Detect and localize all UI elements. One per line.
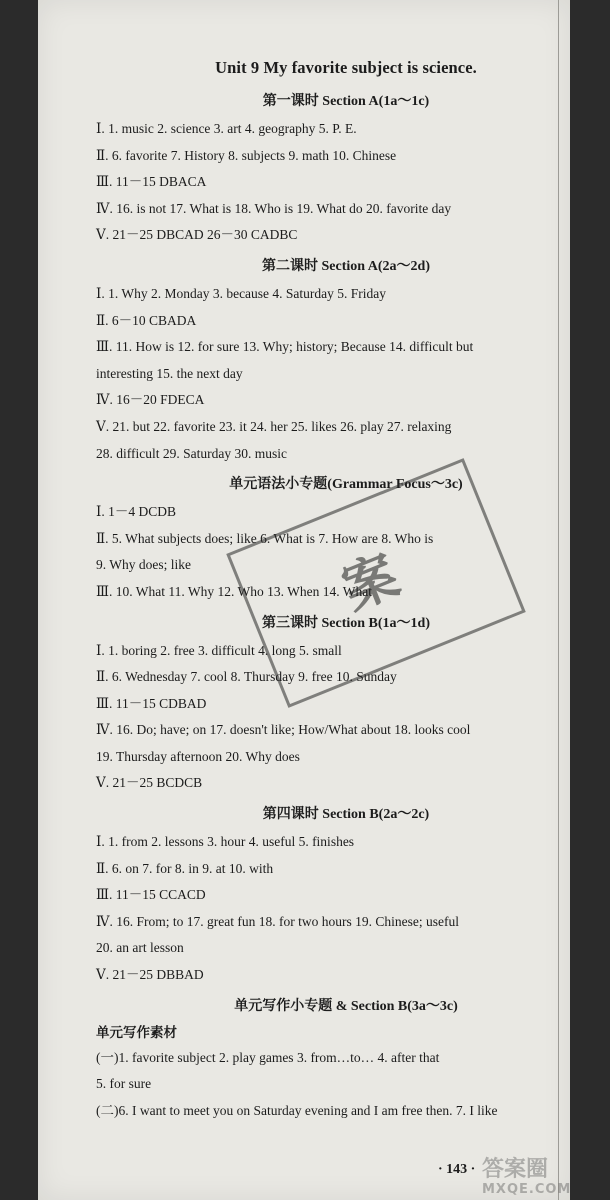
answer-line: 5. for sure	[96, 1076, 152, 1092]
answer-line: Ⅱ. 6. on 7. for 8. in 9. at 10. with	[96, 860, 274, 876]
answer-line: Ⅳ. 16－20 FDECA	[96, 392, 205, 408]
answer-line: Ⅰ. 1. from 2. lessons 3. hour 4. useful 5. finishes	[96, 834, 355, 850]
answer-line: Ⅳ. 16. From; to 17. great fun 18. for two hours 19. Chinese; useful	[96, 913, 459, 929]
answer-line: 19. Thursday afternoon 20. Why does	[96, 748, 300, 764]
section-heading: 第二课时 Section A(2a～2d)	[262, 258, 430, 274]
writing-subheading: 单元写作素材	[96, 1024, 177, 1040]
section-a-1	[96, 90, 596, 249]
answer-line: Ⅴ. 21. but 22. favorite 23. it 24. her 25. likes 26. play 27. relaxing	[96, 418, 452, 434]
answer-line: Ⅴ. 21－25 DBBAD	[96, 967, 204, 983]
answer-line: Ⅳ. 16. is not 17. What is 18. Who is 19. What do 20. favorite day	[96, 200, 452, 216]
answer-line: Ⅲ. 11－15 CCACD	[96, 887, 206, 903]
section-heading: 单元写作小专题 & Section B(3a～3c)	[234, 998, 458, 1014]
answer-line: Ⅱ. 6－10 CBADA	[96, 312, 197, 328]
answer-line: 28. difficult 29. Saturday 30. music	[96, 445, 287, 461]
watermark-url: MXQE.COM	[482, 1182, 572, 1197]
answer-line: interesting 15. the next day	[96, 365, 243, 381]
page-number: · 143 ·	[438, 1162, 476, 1177]
answer-line: Ⅲ. 11－15 DBACA	[96, 174, 207, 190]
site-watermark	[482, 1157, 602, 1197]
answer-line: Ⅴ. 21－25 BCDCB	[96, 775, 203, 791]
section-heading: 第一课时 Section A(1a～1c)	[262, 94, 430, 109]
section-writing	[96, 995, 596, 1125]
section-a-2	[96, 255, 596, 467]
answer-line: Ⅱ. 6. favorite 7. History 8. subjects 9. math 10. Chinese	[96, 147, 397, 163]
section-b-2	[96, 803, 596, 989]
answer-line: Ⅱ. 5. What subjects does; like 6. What is 7. How are 8. Who is	[96, 530, 434, 546]
answer-line: Ⅱ. 6. Wednesday 7. cool 8. Thursday 9. free 10. Sunday	[96, 669, 397, 685]
answer-line: Ⅲ. 10. What 11. Why 12. Who 13. When 14. What	[96, 583, 372, 599]
section-heading: 第三课时 Section B(1a～1d)	[262, 615, 430, 631]
answer-line: Ⅴ. 21－25 DBCAD 26－30 CADBC	[96, 227, 298, 243]
answer-line: (二)6. I want to meet you on Saturday evening and I am free then. 7. I like	[96, 1102, 498, 1118]
answer-line: 9. Why does; like	[96, 557, 191, 573]
section-heading: 第四课时 Section B(2a～2c)	[262, 807, 430, 823]
answer-line: 20. an art lesson	[96, 940, 184, 956]
answer-line: Ⅰ. 1－4 DCDB	[96, 504, 176, 520]
unit-title: Unit 9 My favorite subject is science.	[215, 58, 477, 77]
answer-line: (一)1. favorite subject 2. play games 3. from…to… 4. after that	[96, 1049, 440, 1065]
answer-line: Ⅰ. 1. music 2. science 3. art 4. geography 5. P. E.	[96, 121, 357, 136]
answer-line: Ⅳ. 16. Do; have; on 17. doesn't like; How/What about 18. looks cool	[96, 722, 471, 738]
answer-line: Ⅰ. 1. boring 2. free 3. difficult 4. long 5. small	[96, 642, 342, 658]
answer-line: Ⅰ. 1. Why 2. Monday 3. because 4. Saturday 5. Friday	[96, 285, 387, 301]
section-heading: 单元语法小专题(Grammar Focus～3c)	[229, 477, 463, 493]
watermark-logo-text: 答案圈	[482, 1157, 549, 1182]
answer-line: Ⅲ. 11－15 CDBAD	[96, 695, 207, 711]
answer-line: Ⅲ. 11. How is 12. for sure 13. Why; history; Because 14. difficult but	[96, 339, 474, 355]
stamp-glyph: 案	[333, 539, 417, 622]
